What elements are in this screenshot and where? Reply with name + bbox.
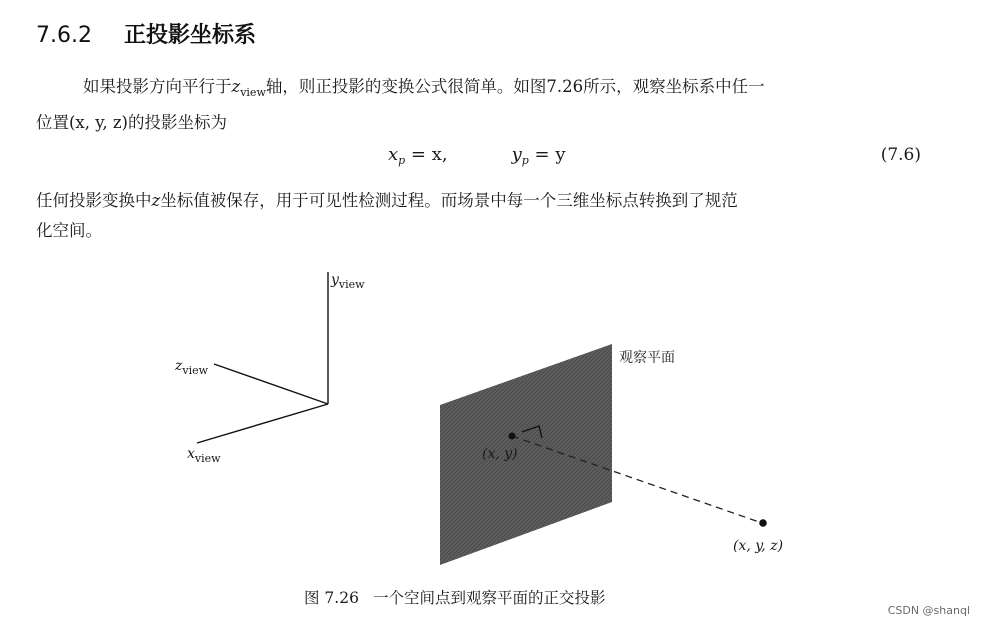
projected-point-label: (x, y) [482,446,518,462]
z-symbol: z [151,191,161,210]
figure-number: 图 7.26 [304,589,359,607]
paragraph1-text-a: 如果投影方向平行于 [83,77,232,96]
z-view-subscript: view [240,86,266,99]
y-view-label: $y_{view}$ [331,272,365,291]
space-point-dot [759,519,767,527]
view-plane [440,344,612,565]
figure-caption-text: 一个空间点到观察平面的正交投影 [372,589,606,607]
section-title: 正投影坐标系 [124,23,257,48]
paragraph2-text-b: 坐标值被保存，用于可见性检测过程。而场景中每一个三维坐标点转换到了规范 [160,191,738,210]
paragraph2-line2: 化空间。 [36,221,102,240]
paragraph2-text-a: 任何投影变换中 [36,191,152,210]
eq-yp-sub: p [521,154,529,167]
equation-number: (7.6) [880,145,921,165]
eq-xp-sub: p [398,154,406,167]
x-view-axis [197,404,328,443]
section-number: 7.6.2 [36,23,92,48]
space-point-label: (x, y, z) [733,538,784,554]
csdn-watermark: CSDN @shanql [887,604,970,617]
view-plane-label: 观察平面 [619,350,675,366]
paragraph1-text-b: 轴，则正投影的变换公式很简单。如图7.26所示，观察坐标系中任一 [265,77,765,96]
eq-yp-rhs: = y [528,144,566,165]
z-view-label: $z_{view}$ [175,358,209,377]
paragraph1-line2: 位置(x, y, z)的投影坐标为 [36,113,227,132]
eq-xp-rhs: = x, [405,144,448,165]
z-view-symbol: z [231,77,241,96]
x-view-label: $x_{view}$ [187,446,221,465]
eq-yp-var: y [511,144,522,165]
z-view-axis [214,364,328,404]
figure-caption [304,586,605,608]
projected-point-dot [509,433,516,440]
eq-xp-var: x [388,144,399,165]
